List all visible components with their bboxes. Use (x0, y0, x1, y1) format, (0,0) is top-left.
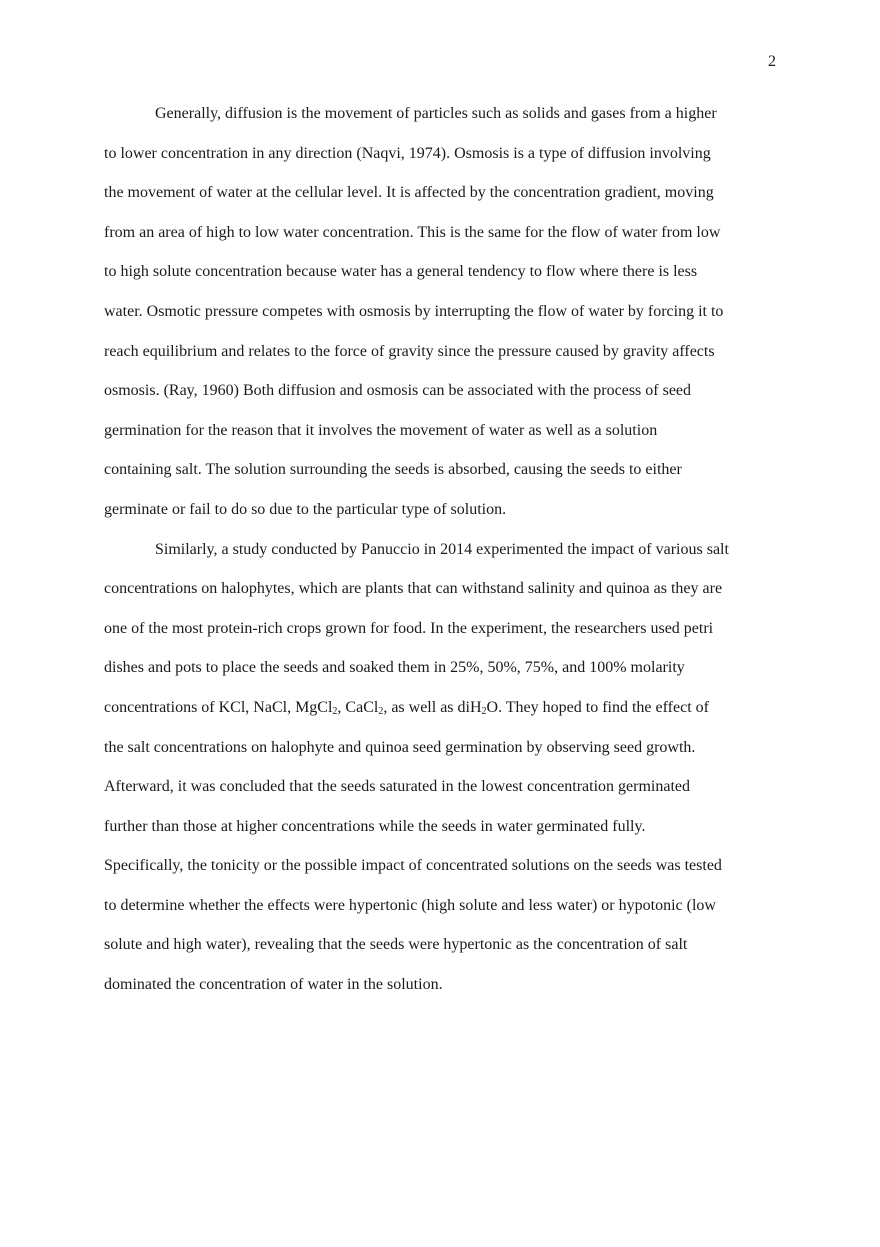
paragraph-panuccio-study (104, 530, 780, 1005)
text-line: the salt concentrations on halophyte and quinoa seed germination by observing seed growth. (104, 738, 696, 756)
text-line: dominated the concentration of water in the solution. (104, 976, 443, 994)
text-line: reach equilibrium and relates to the force of gravity since the pressure caused by gravity affects (104, 342, 715, 360)
subscript: 2 (378, 705, 384, 717)
text-line: dishes and pots to place the seeds and soaked them in 25%, 50%, 75%, and 100% molarity (104, 659, 685, 677)
text-segment: , CaCl (337, 698, 379, 716)
text-line: germinate or fail to do so due to the particular type of solution. (104, 500, 507, 518)
text-segment: concentrations of KCl, NaCl, MgCl (104, 698, 333, 716)
text-line: containing salt. The solution surrounding the seeds is absorbed, causing the seeds to either (104, 461, 682, 479)
text-line: Afterward, it was concluded that the seeds saturated in the lowest concentration germinated (104, 778, 691, 796)
text-line: from an area of high to low water concentration. This is the same for the flow of water from low (104, 223, 721, 241)
text-segment: O. They hoped to find the effect of (486, 698, 709, 716)
text-line: one of the most protein-rich crops grown for food. In the experiment, the researchers used petri (104, 619, 714, 637)
text-line: to high solute concentration because water has a general tendency to flow where there is less (104, 263, 698, 281)
text-line: Specifically, the tonicity or the possible impact of concentrated solutions on the seeds was tested (104, 857, 722, 875)
body-text (104, 94, 780, 1005)
text-line: germination for the reason that it involves the movement of water as well as a solution (104, 421, 658, 439)
text-line: Similarly, a study conducted by Panuccio in 2014 experimented the impact of various salt (155, 540, 729, 558)
text-line: concentrations on halophytes, which are plants that can withstand salinity and quinoa as they are (104, 580, 723, 598)
text-segment: , as well as diH (383, 698, 482, 716)
text-line: solute and high water), revealing that the seeds were hypertonic as the concentration of salt (104, 936, 688, 954)
text-line-chemical-formulas (104, 688, 780, 728)
paragraph-diffusion-osmosis (104, 94, 780, 530)
subscript: 2 (481, 705, 487, 717)
text-line: further than those at higher concentrations while the seeds in water germinated fully. (104, 817, 646, 835)
text-line: water. Osmotic pressure competes with osmosis by interrupting the flow of water by forcing it to (104, 302, 724, 320)
subscript: 2 (332, 705, 338, 717)
text-line: Generally, diffusion is the movement of particles such as solids and gases from a higher (155, 105, 717, 122)
text-line: the movement of water at the cellular level. It is affected by the concentration gradient, moving (104, 184, 714, 202)
text-line: to lower concentration in any direction (Naqvi, 1974). Osmosis is a type of diffusion involving (104, 144, 711, 162)
text-line: osmosis. (Ray, 1960) Both diffusion and osmosis can be associated with the process of seed (104, 382, 692, 400)
page-number: 2 (768, 53, 776, 70)
text-line: to determine whether the effects were hypertonic (high solute and less water) or hypotonic (low (104, 896, 716, 914)
